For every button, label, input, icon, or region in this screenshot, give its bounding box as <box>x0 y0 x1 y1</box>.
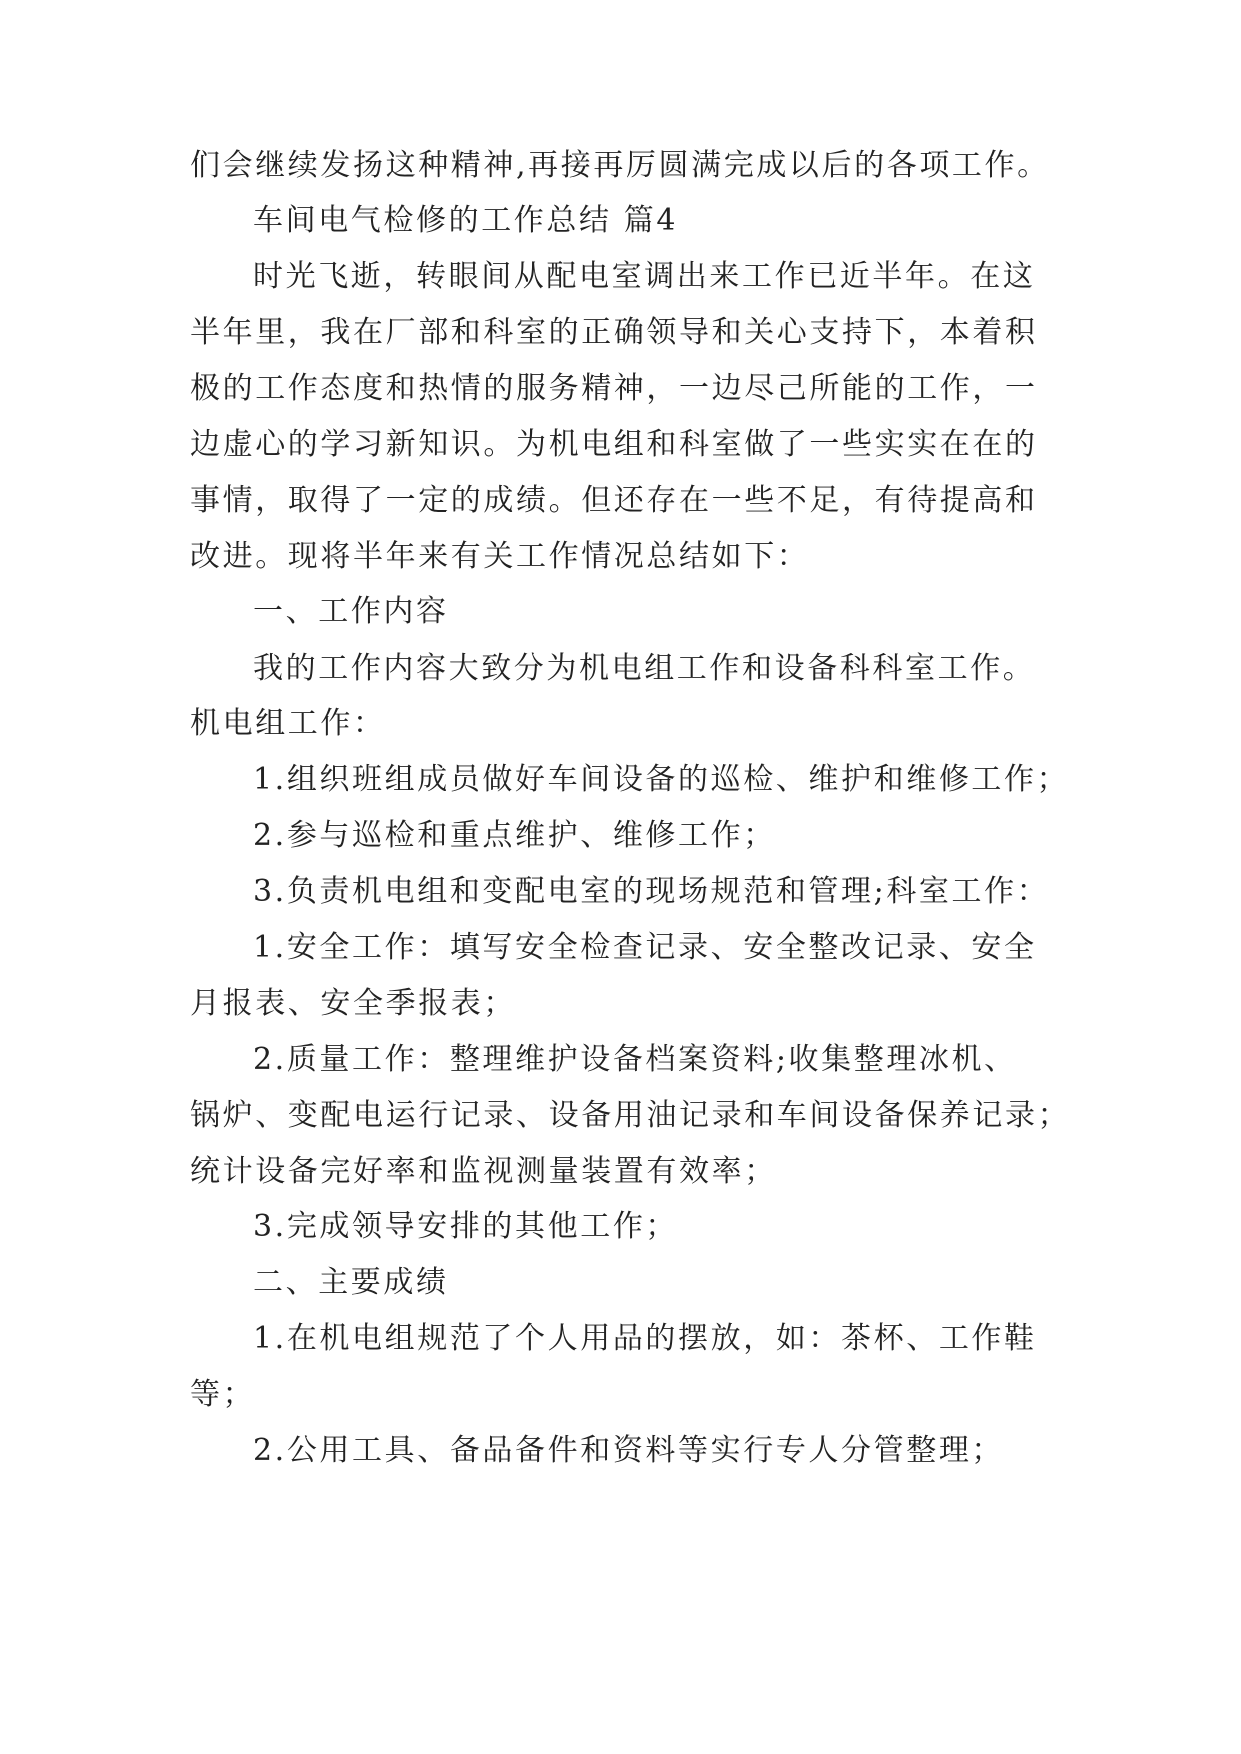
section-heading: 车间电气检修的工作总结 篇4 <box>253 203 679 238</box>
list-item: 3.负责机电组和变配电室的现场规范和管理;科室工作： <box>253 874 1050 909</box>
paragraph-line: 边虚心的学习新知识。为机电组和科室做了一些实实在在的 <box>190 427 1038 462</box>
paragraph-line: 机电组工作： <box>190 706 386 741</box>
list-item: 1.安全工作：填写安全检查记录、安全整改记录、安全 <box>253 930 1037 965</box>
list-item: 2.质量工作：整理维护设备档案资料;收集整理冰机、 <box>253 1042 1017 1077</box>
list-item-continuation: 锅炉、变配电运行记录、设备用油记录和车间设备保养记录； <box>190 1098 1071 1133</box>
section-heading: 一、工作内容 <box>253 594 449 629</box>
list-item-continuation: 月报表、安全季报表； <box>190 986 516 1021</box>
paragraph-line: 改进。现将半年来有关工作情况总结如下： <box>190 539 810 574</box>
list-item: 1.在机电组规范了个人用品的摆放，如：茶杯、工作鞋 <box>253 1321 1037 1356</box>
list-item: 2.参与巡检和重点维护、维修工作； <box>253 818 776 853</box>
paragraph-line: 我的工作内容大致分为机电组工作和设备科科室工作。 <box>253 651 1036 686</box>
paragraph-line: 们会继续发扬这种精神,再接再厉圆满完成以后的各项工作。 <box>190 148 1050 183</box>
paragraph-line: 半年里，我在厂部和科室的正确领导和关心支持下，本着积 <box>190 315 1038 350</box>
paragraph-line: 时光飞逝，转眼间从配电室调出来工作已近半年。在这 <box>253 259 1036 294</box>
paragraph-line: 事情，取得了一定的成绩。但还存在一些不足，有待提高和 <box>190 483 1038 518</box>
list-item: 1.组织班组成员做好车间设备的巡检、维护和维修工作； <box>253 762 1070 797</box>
list-item-continuation: 统计设备完好率和监视测量装置有效率； <box>190 1154 777 1189</box>
section-heading: 二、主要成绩 <box>253 1265 449 1300</box>
list-item-continuation: 等； <box>190 1377 256 1412</box>
list-item: 3.完成领导安排的其他工作； <box>253 1209 679 1244</box>
paragraph-line: 极的工作态度和热情的服务精神，一边尽己所能的工作，一 <box>190 371 1038 406</box>
list-item: 2.公用工具、备品备件和资料等实行专人分管整理； <box>253 1433 1005 1468</box>
